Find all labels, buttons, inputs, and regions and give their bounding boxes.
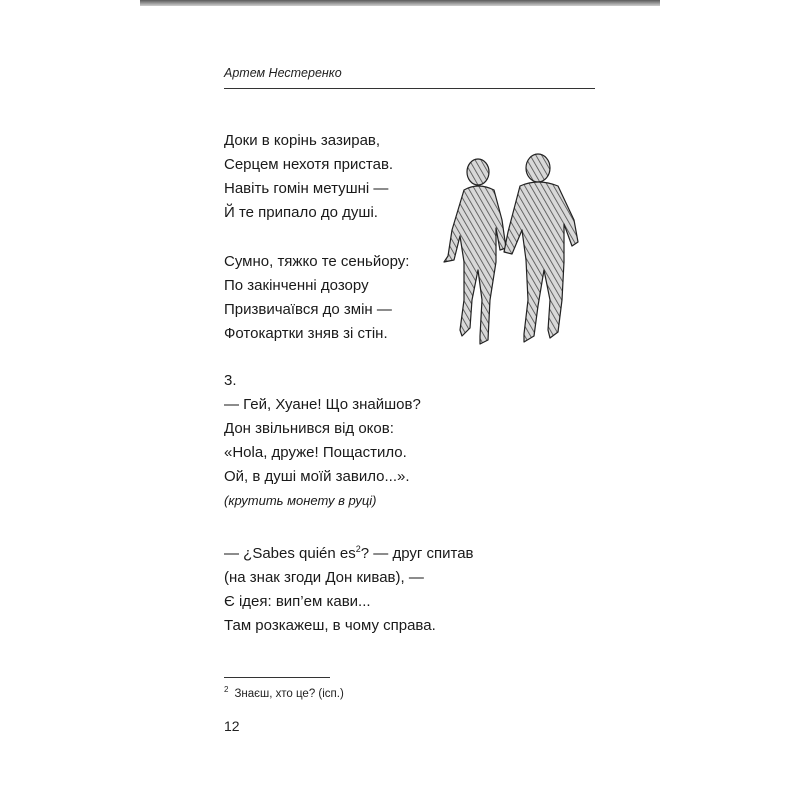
poem-line-with-footnote	[224, 537, 474, 566]
poem-line: Доки в корінь зазирав,	[224, 132, 381, 149]
poem-line: Дон звільнився від оков:	[224, 420, 394, 437]
poem-line: По закінченні дозору	[224, 277, 369, 294]
stage-direction: (крутить монету в руці)	[224, 493, 377, 508]
footnote-text: Знаєш, хто це? (ісп.)	[234, 687, 344, 700]
poem-line: Серцем нехотя пристав.	[224, 156, 394, 173]
poem-line: (на знак згоди Дон кивав), —	[224, 569, 424, 586]
poem-line: Й те припало до душі.	[224, 204, 378, 221]
poem-line: Навіть гомін метушні —	[224, 180, 389, 197]
footnote	[224, 685, 344, 700]
stanza-2	[224, 250, 409, 346]
poem-line: Призвичаївся до змін —	[224, 301, 392, 318]
stanza-1	[224, 129, 393, 225]
page-number: 12	[224, 718, 240, 734]
book-page	[140, 0, 660, 800]
poem-line: «Hola, друже! Пощастило.	[224, 444, 407, 461]
stanza-4	[224, 537, 474, 638]
running-header-author: Артем Нестеренко	[224, 66, 342, 80]
poem-line: Ой, в душі моїй завило...».	[224, 468, 410, 485]
poem-line: Є ідея: вип’ем кави...	[224, 593, 371, 610]
poem-line: Фотокартки зняв зі стін.	[224, 325, 388, 342]
left-figure	[444, 159, 506, 344]
poem-line: Сумно, тяжко те сеньйору:	[224, 253, 410, 270]
header-rule	[224, 88, 595, 89]
stanza-3	[224, 369, 421, 513]
footnote-reference[interactable]: 2	[355, 544, 361, 554]
footnote-rule	[224, 677, 330, 678]
poem-line: — Гей, Хуане! Що знайшов?	[224, 396, 421, 413]
poem-line: Там розкажеш, в чому справа.	[224, 617, 436, 634]
section-number: 3.	[224, 372, 237, 389]
poem-line-part: — ¿Sabes quién es	[224, 545, 356, 562]
right-figure	[504, 154, 578, 342]
poem-line-part: ? — друг спитав	[360, 545, 474, 562]
footnote-number: 2	[224, 685, 229, 694]
two-walking-figures-sketch-icon	[440, 150, 590, 355]
